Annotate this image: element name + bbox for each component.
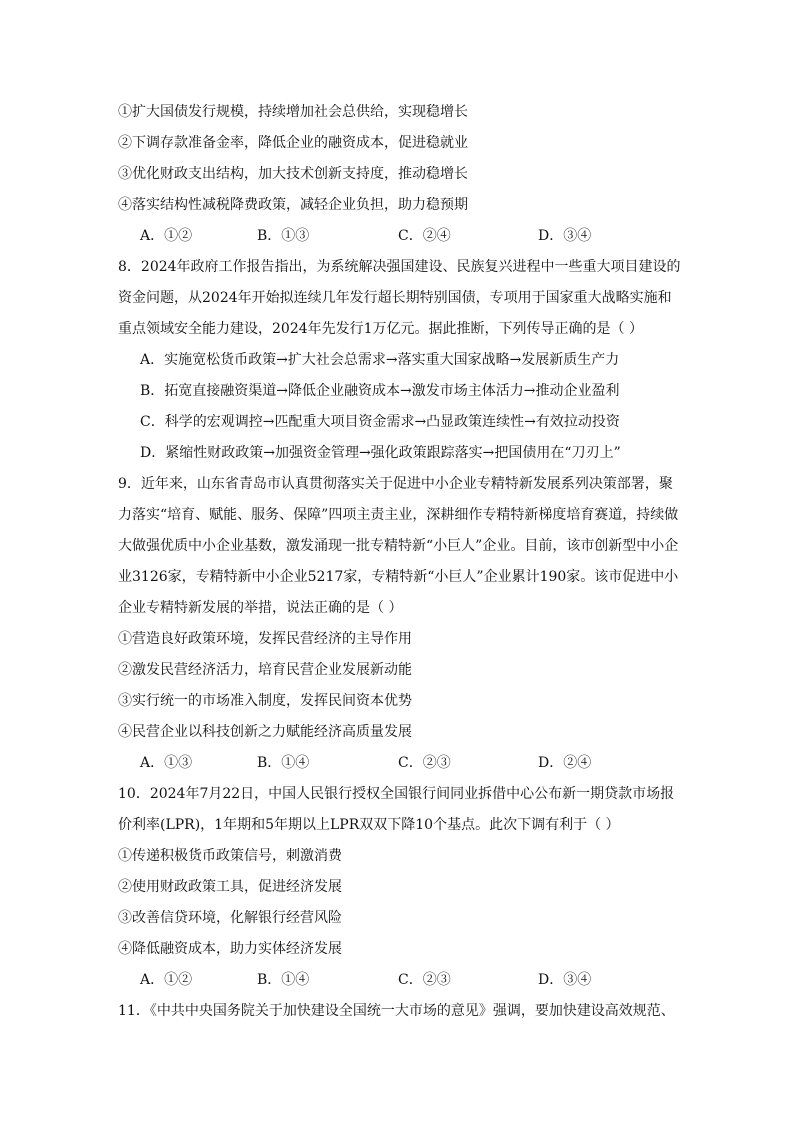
text-line: ④落实结构性减税降费政策，减轻企业负担，助力稳预期 [118,197,468,213]
answer-choice: B．①③ [257,228,310,244]
answer-choice: A．①③ [140,755,193,771]
text-line: 力落实“培育、赋能、服务、保障”四项主责主业，深耕细作专精特新梯度培育赛道，持续做 [118,507,679,523]
text-line: ③优化财政支出结构，加大技术创新支持度，推动稳增长 [118,166,468,182]
text-line: ③实行统一的市场准入制度，发挥民间资本优势 [118,693,412,709]
text-line: ②下调存款准备金率，降低企业的融资成本，促进稳就业 [118,135,468,151]
text-line: ①传递积极货币政策信号，刺激消费 [118,848,342,864]
text-line: ④降低融资成本，助力实体经济发展 [118,941,342,957]
text-line: 业3126家，专精特新中小企业5217家，专精特新“小巨人”企业累计190家。该市促进中小 [118,569,679,585]
option-line: D．紧缩性财政政策→加强资金管理→强化政策跟踪落实→把国债用在“刀刃上” [140,445,621,461]
text-line: 11．《中共中央国务院关于加快建设全国统一大市场的意见》强调，要加快建设高效规范、 [118,1003,675,1019]
option-line: C．科学的宏观调控→匹配重大项目资金需求→凸显政策连续性→有效拉动投资 [140,414,620,430]
text-line: 重点领域安全能力建设，2024年先发行1万亿元。据此推断，下列传导正确的是（ ） [118,321,643,337]
answer-choice: C．②③ [398,972,451,988]
answer-choice: D．③④ [538,228,592,244]
answer-choice: A．①② [140,228,193,244]
option-line: B．拓宽直接融资渠道→降低企业融资成本→激发市场主体活力→推动企业盈利 [140,383,620,399]
option-line: A．实施宽松货币政策→扩大社会总需求→落实重大国家战略→发展新质生产力 [140,352,620,368]
text-line: 企业专精特新发展的举措，说法正确的是（ ） [118,600,403,616]
text-line: 大做强优质中小企业基数，激发涌现一批专精特新“小巨人”企业。目前，该市创新型中小企 [118,538,679,554]
text-line: ②使用财政政策工具，促进经济发展 [118,879,342,895]
text-line: 9．近年来，山东省青岛市认真贯彻落实关于促进中小企业专精特新发展系列决策部署，聚 [118,476,673,492]
text-line: 资金问题，从2024年开始拟连续几年发行超长期特别国债，专项用于国家重大战略实施和 [118,290,672,306]
answer-choice: D．③④ [538,972,592,988]
text-line: 价利率(LPR)，1年期和5年期以上LPR双双下降10个基点。此次下调有利于（ ） [118,817,620,833]
answer-choice: B．①④ [257,755,310,771]
text-line: ②激发民营经济活力，培育民营企业发展新动能 [118,662,412,678]
text-line: ③改善信贷环境，化解银行经营风险 [118,910,342,926]
text-line: 8．2024年政府工作报告指出，为系统解决强国建设、民族复兴进程中一些重大项目建设的 [118,259,681,275]
text-line: ①扩大国债发行规模，持续增加社会总供给，实现稳增长 [118,104,468,120]
answer-choice: B．①④ [257,972,310,988]
text-line: 10．2024年7月22日，中国人民银行授权全国银行间同业拆借中心公布新一期贷款市场报 [118,786,675,802]
answer-choice: C．②④ [398,228,451,244]
answer-choice: C．②③ [398,755,451,771]
answer-choice: A．①② [140,972,193,988]
text-line: ①营造良好政策环境，发挥民营经济的主导作用 [118,631,412,647]
answer-choice: D．②④ [538,755,592,771]
text-line: ④民营企业以科技创新之力赋能经济高质量发展 [118,724,412,740]
